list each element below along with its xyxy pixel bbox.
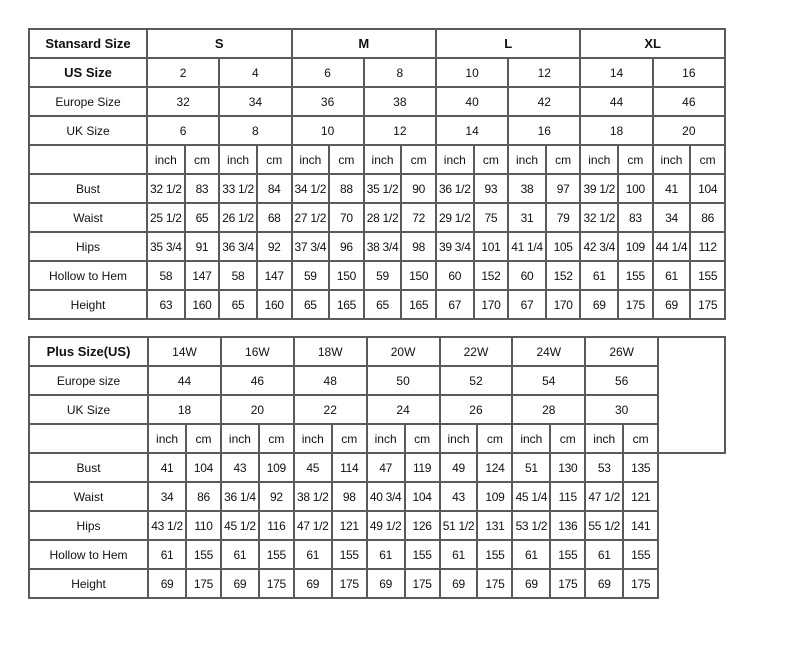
value-cm: 155 bbox=[618, 261, 653, 290]
plus-size-cell: 22W bbox=[440, 337, 513, 366]
unit-cm: cm bbox=[474, 145, 509, 174]
value-inch: 33 1/2 bbox=[219, 174, 257, 203]
value-cm: 96 bbox=[329, 232, 364, 261]
row-label: UK Size bbox=[29, 116, 147, 145]
value-cm: 104 bbox=[405, 482, 440, 511]
value-cm: 175 bbox=[623, 569, 658, 598]
value-inch: 58 bbox=[219, 261, 257, 290]
value-inch: 41 1/4 bbox=[508, 232, 546, 261]
uk-size-cell: 18 bbox=[148, 395, 221, 424]
value-cm: 114 bbox=[332, 453, 367, 482]
us-size-row bbox=[29, 58, 725, 87]
row-label: Bust bbox=[29, 453, 148, 482]
value-cm: 152 bbox=[474, 261, 509, 290]
value-inch: 53 bbox=[585, 453, 623, 482]
value-cm: 105 bbox=[546, 232, 581, 261]
plus-size-cell: 16W bbox=[221, 337, 294, 366]
value-cm: 115 bbox=[550, 482, 585, 511]
value-cm: 84 bbox=[257, 174, 292, 203]
value-inch: 38 bbox=[508, 174, 546, 203]
unit-cm: cm bbox=[329, 145, 364, 174]
value-inch: 63 bbox=[147, 290, 185, 319]
value-inch: 43 bbox=[221, 453, 259, 482]
europe-size-cell: 46 bbox=[653, 87, 725, 116]
europe-size-cell: 46 bbox=[221, 366, 294, 395]
us-size-cell: 8 bbox=[364, 58, 436, 87]
europe-size-row bbox=[29, 87, 725, 116]
us-size-cell: 16 bbox=[653, 58, 725, 87]
europe-size-cell: 48 bbox=[294, 366, 367, 395]
value-cm: 110 bbox=[186, 511, 221, 540]
value-cm: 101 bbox=[474, 232, 509, 261]
unit-cm: cm bbox=[185, 145, 220, 174]
value-cm: 165 bbox=[401, 290, 436, 319]
value-inch: 39 1/2 bbox=[580, 174, 618, 203]
value-cm: 119 bbox=[405, 453, 440, 482]
measurement-row bbox=[29, 511, 725, 540]
value-inch: 35 1/2 bbox=[364, 174, 402, 203]
plus-size-cell: 18W bbox=[294, 337, 367, 366]
value-cm: 83 bbox=[185, 174, 220, 203]
unit-inch: inch bbox=[367, 424, 405, 453]
value-inch: 41 bbox=[148, 453, 186, 482]
value-inch: 69 bbox=[221, 569, 259, 598]
unit-cm: cm bbox=[401, 145, 436, 174]
value-cm: 150 bbox=[401, 261, 436, 290]
uk-size-cell: 16 bbox=[508, 116, 580, 145]
measurement-row bbox=[29, 203, 725, 232]
unit-cm: cm bbox=[405, 424, 440, 453]
value-cm: 92 bbox=[257, 232, 292, 261]
value-cm: 175 bbox=[332, 569, 367, 598]
value-inch: 58 bbox=[147, 261, 185, 290]
value-cm: 91 bbox=[185, 232, 220, 261]
value-cm: 152 bbox=[546, 261, 581, 290]
unit-inch: inch bbox=[512, 424, 550, 453]
value-cm: 155 bbox=[623, 540, 658, 569]
value-inch: 61 bbox=[294, 540, 332, 569]
unit-inch: inch bbox=[292, 145, 330, 174]
value-cm: 155 bbox=[477, 540, 512, 569]
value-inch: 65 bbox=[364, 290, 402, 319]
value-inch: 43 1/2 bbox=[148, 511, 186, 540]
unit-cm: cm bbox=[332, 424, 367, 453]
measurement-row bbox=[29, 453, 725, 482]
measurement-row bbox=[29, 261, 725, 290]
value-cm: 160 bbox=[185, 290, 220, 319]
plus-size-cell: 20W bbox=[367, 337, 440, 366]
value-inch: 69 bbox=[512, 569, 550, 598]
value-inch: 69 bbox=[440, 569, 478, 598]
value-cm: 98 bbox=[401, 232, 436, 261]
value-cm: 104 bbox=[690, 174, 725, 203]
value-inch: 47 1/2 bbox=[294, 511, 332, 540]
value-cm: 147 bbox=[185, 261, 220, 290]
row-label: US Size bbox=[29, 58, 147, 87]
europe-size-cell: 54 bbox=[512, 366, 585, 395]
europe-size-row bbox=[29, 366, 725, 395]
us-size-cell: 6 bbox=[292, 58, 364, 87]
value-cm: 136 bbox=[550, 511, 585, 540]
value-inch: 61 bbox=[367, 540, 405, 569]
value-inch: 69 bbox=[294, 569, 332, 598]
corner-label: Stansard Size bbox=[29, 29, 147, 58]
value-inch: 69 bbox=[580, 290, 618, 319]
value-inch: 36 1/2 bbox=[436, 174, 474, 203]
unit-cm: cm bbox=[623, 424, 658, 453]
value-cm: 97 bbox=[546, 174, 581, 203]
value-inch: 29 1/2 bbox=[436, 203, 474, 232]
value-cm: 65 bbox=[185, 203, 220, 232]
uk-size-cell: 26 bbox=[440, 395, 513, 424]
value-inch: 32 1/2 bbox=[147, 174, 185, 203]
value-inch: 45 1/4 bbox=[512, 482, 550, 511]
value-cm: 175 bbox=[550, 569, 585, 598]
value-cm: 109 bbox=[259, 453, 294, 482]
row-label: Hips bbox=[29, 511, 148, 540]
value-inch: 69 bbox=[585, 569, 623, 598]
value-inch: 34 1/2 bbox=[292, 174, 330, 203]
value-inch: 44 1/4 bbox=[653, 232, 691, 261]
value-inch: 60 bbox=[436, 261, 474, 290]
uk-size-cell: 22 bbox=[294, 395, 367, 424]
value-cm: 104 bbox=[186, 453, 221, 482]
value-cm: 124 bbox=[477, 453, 512, 482]
value-cm: 141 bbox=[623, 511, 658, 540]
unit-cm: cm bbox=[259, 424, 294, 453]
value-inch: 53 1/2 bbox=[512, 511, 550, 540]
unit-cm: cm bbox=[186, 424, 221, 453]
measurement-row bbox=[29, 290, 725, 319]
value-inch: 35 3/4 bbox=[147, 232, 185, 261]
size-group: L bbox=[436, 29, 580, 58]
value-cm: 98 bbox=[332, 482, 367, 511]
value-cm: 160 bbox=[257, 290, 292, 319]
value-cm: 165 bbox=[329, 290, 364, 319]
row-label: Waist bbox=[29, 203, 147, 232]
value-cm: 100 bbox=[618, 174, 653, 203]
value-inch: 69 bbox=[367, 569, 405, 598]
unit-inch: inch bbox=[653, 145, 691, 174]
value-cm: 88 bbox=[329, 174, 364, 203]
value-cm: 121 bbox=[623, 482, 658, 511]
unit-cm: cm bbox=[477, 424, 512, 453]
value-inch: 38 3/4 bbox=[364, 232, 402, 261]
plus-size-row bbox=[29, 337, 725, 366]
value-cm: 90 bbox=[401, 174, 436, 203]
value-cm: 121 bbox=[332, 511, 367, 540]
value-inch: 47 bbox=[367, 453, 405, 482]
europe-size-cell: 56 bbox=[585, 366, 658, 395]
unit-inch: inch bbox=[219, 145, 257, 174]
row-label: Bust bbox=[29, 174, 147, 203]
value-inch: 39 3/4 bbox=[436, 232, 474, 261]
row-label: Hollow to Hem bbox=[29, 540, 148, 569]
value-inch: 28 1/2 bbox=[364, 203, 402, 232]
value-inch: 37 3/4 bbox=[292, 232, 330, 261]
row-label: Europe size bbox=[29, 366, 148, 395]
value-cm: 83 bbox=[618, 203, 653, 232]
blank-column bbox=[658, 337, 725, 453]
measurement-row bbox=[29, 232, 725, 261]
europe-size-cell: 44 bbox=[580, 87, 652, 116]
value-inch: 59 bbox=[364, 261, 402, 290]
value-cm: 126 bbox=[405, 511, 440, 540]
row-label: Height bbox=[29, 569, 148, 598]
europe-size-cell: 38 bbox=[364, 87, 436, 116]
row-label: Hollow to Hem bbox=[29, 261, 147, 290]
row-label: Europe Size bbox=[29, 87, 147, 116]
us-size-cell: 2 bbox=[147, 58, 219, 87]
unit-cm: cm bbox=[618, 145, 653, 174]
value-cm: 175 bbox=[477, 569, 512, 598]
value-cm: 155 bbox=[186, 540, 221, 569]
value-cm: 109 bbox=[477, 482, 512, 511]
unit-inch: inch bbox=[440, 424, 478, 453]
europe-size-cell: 50 bbox=[367, 366, 440, 395]
value-inch: 26 1/2 bbox=[219, 203, 257, 232]
size-group: XL bbox=[580, 29, 725, 58]
uk-size-cell: 24 bbox=[367, 395, 440, 424]
value-cm: 155 bbox=[550, 540, 585, 569]
row-label: Hips bbox=[29, 232, 147, 261]
value-inch: 65 bbox=[292, 290, 330, 319]
value-cm: 72 bbox=[401, 203, 436, 232]
value-inch: 31 bbox=[508, 203, 546, 232]
unit-inch: inch bbox=[294, 424, 332, 453]
value-inch: 45 1/2 bbox=[221, 511, 259, 540]
unit-cm: cm bbox=[690, 145, 725, 174]
value-inch: 69 bbox=[653, 290, 691, 319]
value-inch: 55 1/2 bbox=[585, 511, 623, 540]
value-inch: 41 bbox=[653, 174, 691, 203]
value-cm: 75 bbox=[474, 203, 509, 232]
value-inch: 27 1/2 bbox=[292, 203, 330, 232]
plus-size-cell: 24W bbox=[512, 337, 585, 366]
measurement-row bbox=[29, 174, 725, 203]
value-inch: 59 bbox=[292, 261, 330, 290]
size-group: S bbox=[147, 29, 291, 58]
europe-size-cell: 36 bbox=[292, 87, 364, 116]
value-inch: 61 bbox=[512, 540, 550, 569]
unit-inch: inch bbox=[580, 145, 618, 174]
uk-size-cell: 6 bbox=[147, 116, 219, 145]
us-size-cell: 4 bbox=[219, 58, 291, 87]
europe-size-cell: 32 bbox=[147, 87, 219, 116]
unit-inch: inch bbox=[436, 145, 474, 174]
value-cm: 130 bbox=[550, 453, 585, 482]
measurement-rows bbox=[29, 453, 725, 598]
value-cm: 155 bbox=[259, 540, 294, 569]
value-inch: 69 bbox=[148, 569, 186, 598]
value-cm: 170 bbox=[474, 290, 509, 319]
unit-inch: inch bbox=[148, 424, 186, 453]
uk-size-cell: 20 bbox=[221, 395, 294, 424]
value-inch: 34 bbox=[653, 203, 691, 232]
value-inch: 40 3/4 bbox=[367, 482, 405, 511]
size-group-row bbox=[29, 29, 725, 58]
us-size-cell: 14 bbox=[580, 58, 652, 87]
value-inch: 25 1/2 bbox=[147, 203, 185, 232]
value-inch: 42 3/4 bbox=[580, 232, 618, 261]
unit-inch: inch bbox=[364, 145, 402, 174]
empty-cell bbox=[29, 145, 147, 174]
value-inch: 49 1/2 bbox=[367, 511, 405, 540]
unit-cm: cm bbox=[546, 145, 581, 174]
value-cm: 147 bbox=[257, 261, 292, 290]
value-inch: 67 bbox=[508, 290, 546, 319]
value-inch: 61 bbox=[653, 261, 691, 290]
value-cm: 155 bbox=[690, 261, 725, 290]
value-inch: 60 bbox=[508, 261, 546, 290]
value-cm: 86 bbox=[690, 203, 725, 232]
value-inch: 45 bbox=[294, 453, 332, 482]
row-label: Height bbox=[29, 290, 147, 319]
value-cm: 86 bbox=[186, 482, 221, 511]
value-inch: 61 bbox=[148, 540, 186, 569]
value-inch: 34 bbox=[148, 482, 186, 511]
value-inch: 47 1/2 bbox=[585, 482, 623, 511]
row-label: UK Size bbox=[29, 395, 148, 424]
value-inch: 65 bbox=[219, 290, 257, 319]
europe-size-cell: 44 bbox=[148, 366, 221, 395]
value-inch: 61 bbox=[585, 540, 623, 569]
size-group: M bbox=[292, 29, 436, 58]
value-cm: 112 bbox=[690, 232, 725, 261]
value-inch: 36 1/4 bbox=[221, 482, 259, 511]
uk-size-row bbox=[29, 395, 725, 424]
europe-size-cell: 52 bbox=[440, 366, 513, 395]
unit-inch: inch bbox=[508, 145, 546, 174]
value-cm: 131 bbox=[477, 511, 512, 540]
value-cm: 175 bbox=[259, 569, 294, 598]
unit-inch: inch bbox=[221, 424, 259, 453]
corner-label: Plus Size(US) bbox=[29, 337, 148, 366]
value-cm: 155 bbox=[332, 540, 367, 569]
value-inch: 36 3/4 bbox=[219, 232, 257, 261]
value-cm: 116 bbox=[259, 511, 294, 540]
us-size-cell: 12 bbox=[508, 58, 580, 87]
uk-size-row bbox=[29, 116, 725, 145]
unit-cm: cm bbox=[550, 424, 585, 453]
value-inch: 67 bbox=[436, 290, 474, 319]
uk-size-cell: 20 bbox=[653, 116, 725, 145]
value-inch: 61 bbox=[580, 261, 618, 290]
value-cm: 68 bbox=[257, 203, 292, 232]
unit-row bbox=[29, 424, 725, 453]
value-cm: 175 bbox=[690, 290, 725, 319]
empty-cell bbox=[29, 424, 148, 453]
value-inch: 49 bbox=[440, 453, 478, 482]
uk-size-cell: 8 bbox=[219, 116, 291, 145]
value-cm: 150 bbox=[329, 261, 364, 290]
value-cm: 109 bbox=[618, 232, 653, 261]
uk-size-cell: 30 bbox=[585, 395, 658, 424]
unit-row bbox=[29, 145, 725, 174]
measurement-row bbox=[29, 540, 725, 569]
us-size-cell: 10 bbox=[436, 58, 508, 87]
value-cm: 92 bbox=[259, 482, 294, 511]
plus-size-cell: 14W bbox=[148, 337, 221, 366]
europe-size-cell: 42 bbox=[508, 87, 580, 116]
value-inch: 61 bbox=[221, 540, 259, 569]
plus-size-chart bbox=[28, 336, 726, 599]
value-cm: 93 bbox=[474, 174, 509, 203]
uk-size-cell: 14 bbox=[436, 116, 508, 145]
standard-size-chart bbox=[28, 28, 726, 320]
uk-size-cell: 12 bbox=[364, 116, 436, 145]
measurement-row bbox=[29, 569, 725, 598]
europe-size-cell: 34 bbox=[219, 87, 291, 116]
unit-inch: inch bbox=[147, 145, 185, 174]
value-cm: 70 bbox=[329, 203, 364, 232]
uk-size-cell: 18 bbox=[580, 116, 652, 145]
value-cm: 155 bbox=[405, 540, 440, 569]
value-inch: 38 1/2 bbox=[294, 482, 332, 511]
value-cm: 175 bbox=[618, 290, 653, 319]
europe-size-cell: 40 bbox=[436, 87, 508, 116]
value-inch: 61 bbox=[440, 540, 478, 569]
unit-cm: cm bbox=[257, 145, 292, 174]
value-cm: 175 bbox=[405, 569, 440, 598]
value-cm: 175 bbox=[186, 569, 221, 598]
uk-size-cell: 28 bbox=[512, 395, 585, 424]
value-cm: 79 bbox=[546, 203, 581, 232]
measurement-row bbox=[29, 482, 725, 511]
value-cm: 170 bbox=[546, 290, 581, 319]
unit-inch: inch bbox=[585, 424, 623, 453]
uk-size-cell: 10 bbox=[292, 116, 364, 145]
value-inch: 32 1/2 bbox=[580, 203, 618, 232]
measurement-rows bbox=[29, 174, 725, 319]
value-inch: 51 bbox=[512, 453, 550, 482]
value-inch: 51 1/2 bbox=[440, 511, 478, 540]
value-inch: 43 bbox=[440, 482, 478, 511]
value-cm: 135 bbox=[623, 453, 658, 482]
row-label: Waist bbox=[29, 482, 148, 511]
plus-size-cell: 26W bbox=[585, 337, 658, 366]
